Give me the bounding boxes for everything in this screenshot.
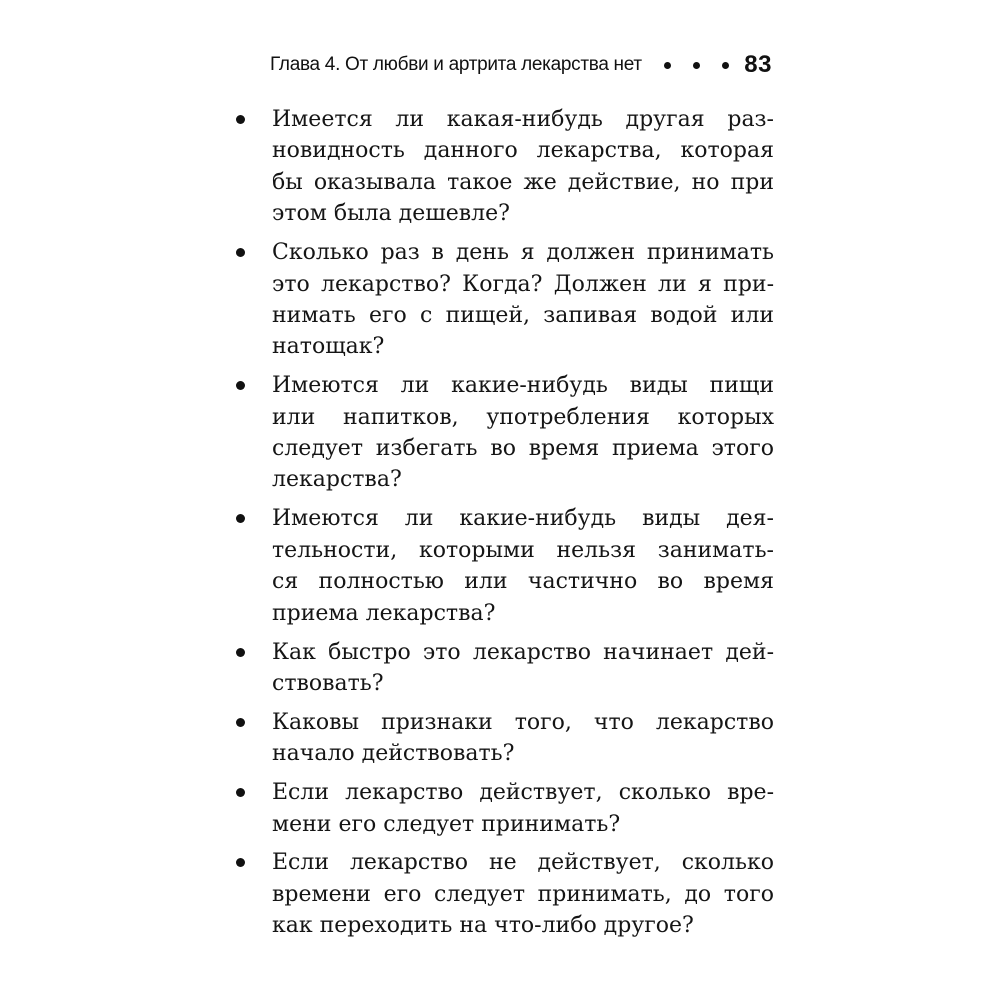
- text-line: натощак?: [272, 334, 385, 360]
- text-line: ствовать?: [272, 670, 384, 696]
- separator-dot: [722, 62, 729, 69]
- bullet-icon: [236, 248, 245, 257]
- list-item: [230, 503, 774, 629]
- text-line: Имеется ли какая-нибудь другая раз-: [272, 107, 774, 132]
- list-item: [230, 777, 774, 840]
- bullet-icon: [236, 115, 245, 124]
- list-item: [230, 637, 774, 700]
- text-line: новидность данного лекарства, которая: [272, 138, 774, 164]
- text-line: времени его следует принимать, до того: [272, 881, 774, 907]
- separator-dots: [664, 62, 729, 69]
- separator-dot: [664, 62, 671, 69]
- chapter-title: Глава 4. От любви и артрита лекарства нет: [270, 54, 642, 75]
- text-line: ся полностью или частично во время: [272, 569, 774, 595]
- text-line: Имеются ли какие-нибудь виды пищи: [272, 373, 774, 399]
- bullet-icon: [236, 788, 245, 797]
- list-item: [230, 104, 774, 230]
- text-line: Если лекарство действует, сколько вре-: [272, 780, 774, 806]
- text-line: приема лекарства?: [272, 600, 496, 626]
- bullet-icon: [236, 858, 245, 867]
- bullet-icon: [236, 514, 245, 523]
- text-line: мени его следует принимать?: [272, 811, 621, 837]
- text-line: Если лекарство не действует, сколько: [272, 850, 774, 876]
- bullet-icon: [236, 648, 245, 657]
- text-line: Как быстро это лекарство начинает дей-: [272, 639, 774, 665]
- question-list: [230, 104, 774, 949]
- text-line: начало действовать?: [272, 741, 515, 767]
- separator-dot: [693, 62, 700, 69]
- text-line: тельности, которыми нельзя занимать-: [272, 537, 774, 563]
- text-line: как переходить на что-либо другое?: [272, 913, 694, 939]
- text-line: это лекарство? Когда? Должен ли я при-: [272, 271, 774, 297]
- list-item: [230, 707, 774, 770]
- bullet-icon: [236, 718, 245, 727]
- text-line: этом была дешевле?: [272, 201, 510, 227]
- text-line: нимать его с пищей, запивая водой или: [272, 302, 774, 328]
- list-item: [230, 237, 774, 363]
- list-item: [230, 847, 774, 941]
- list-item: [230, 370, 774, 496]
- text-line: бы оказывала такое же действие, но при: [272, 169, 774, 195]
- bullet-icon: [236, 381, 245, 390]
- text-line: следует избегать во время приема этого: [272, 436, 774, 462]
- running-head: [270, 48, 772, 82]
- page-number: 83: [744, 51, 772, 78]
- text-line: лекарства?: [272, 467, 402, 493]
- text-line: Имеются ли какие-нибудь виды дея-: [272, 506, 774, 532]
- text-line: или напитков, употребления которых: [272, 404, 774, 430]
- text-line: Каковы признаки того, что лекарство: [272, 709, 774, 735]
- text-line: Сколько раз в день я должен принимать: [272, 240, 774, 266]
